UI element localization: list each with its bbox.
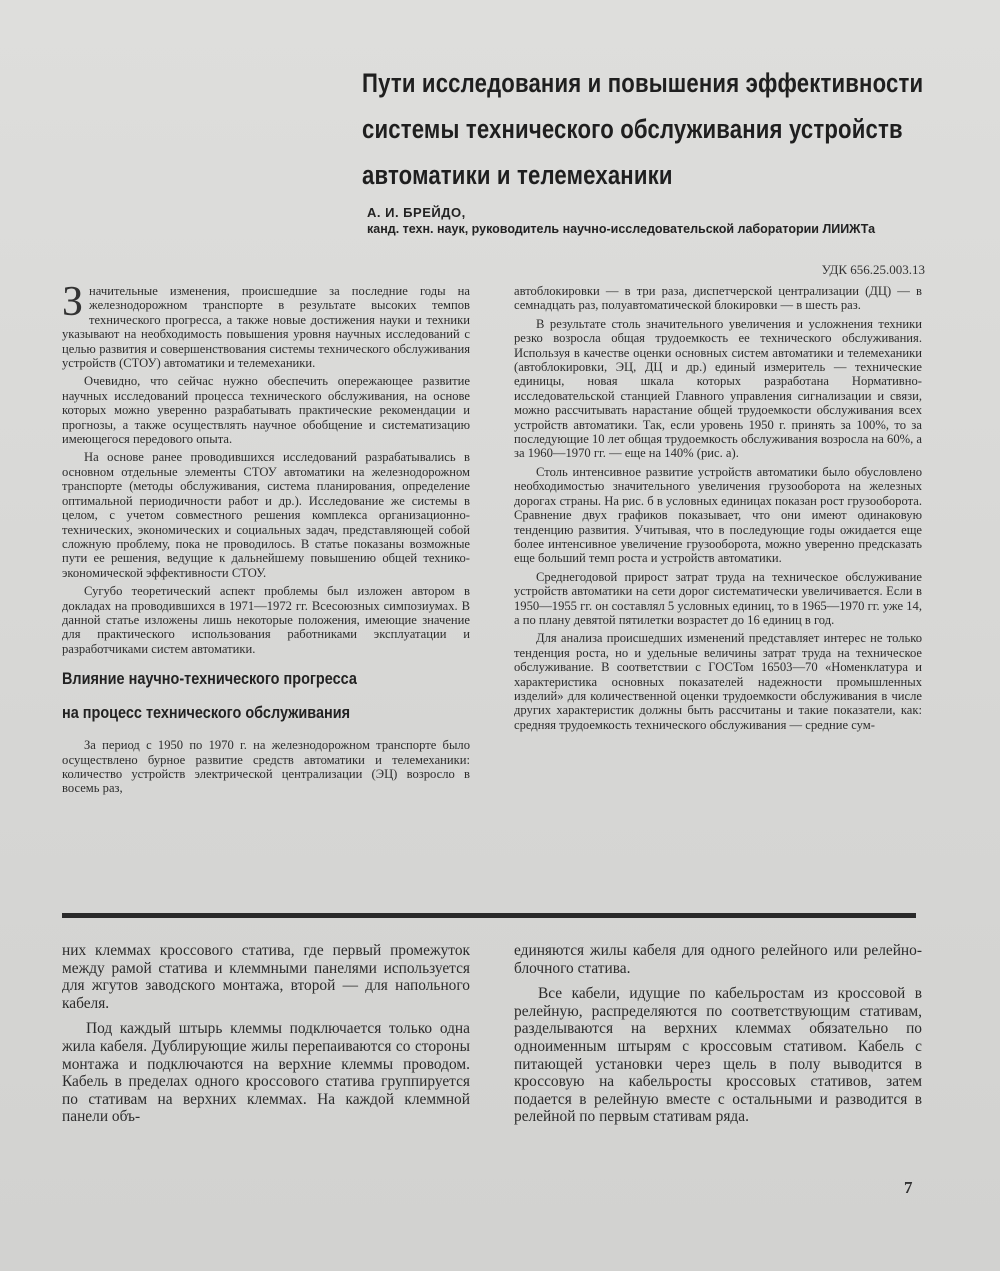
paragraph: автоблокировки — в три раза, диспетчерской централизации (ДЦ) — в семнадцать раз, полуавтоматической блокировки — в шесть раз. [514, 284, 922, 313]
column-lower-right [514, 942, 922, 1126]
title-line: автоматики и телемеханики [362, 160, 673, 190]
paragraph: единяются жилы кабеля для одного релейного или релейно-блочного статива. [514, 942, 922, 977]
author-name: А. И. БРЕЙДО, [367, 205, 466, 220]
paragraph: Под каждый штырь клеммы подключается только одна жила кабеля. Дублирующие жилы перепаиваются со стороны монтажа и подключаются на верхние клеммы проводом. Кабель в пределах одного кроссового статива группируется по стативам на верхних клеммах. На каждой клеммной панели объ- [62, 1020, 470, 1126]
column-lower-left [62, 942, 470, 1126]
paragraph: На основе ранее проводившихся исследований разрабатывались в основном отдельные элементы СТОУ автоматики на железнодорожном транспорте (методы обслуживания, система планирования, определение оптимальной периодичности работ и др.). Исследование же системы в целом, с учетом совместного решения комплекса организационно-технических, экономических и социальных задач, представляющей собой сложную проблему, пока не проводилось. В статье показаны возможные пути ее решения, ведущие к дальнейшему повышению общей технико-экономической эффективности СТОУ. [62, 450, 470, 580]
section-heading-line: Влияние научно-технического прогресса [62, 669, 357, 689]
title-line: системы технического обслуживания устройств [362, 114, 903, 144]
paragraph: Среднегодовой прирост затрат труда на техническое обслуживание устройств автоматики на сети дорог систематически увеличивается. Если в 1950—1955 гг. он составлял 5 условных единиц, то в 1965—1970 гг. уже 14, а по плану девятой пятилетки возрастет до 16 единиц в год. [514, 569, 922, 627]
section-heading [62, 662, 462, 730]
article-title [362, 60, 924, 198]
drop-cap: З [62, 279, 84, 325]
horizontal-divider [62, 913, 916, 918]
paragraph: За период с 1950 по 1970 г. на железнодорожном транспорте было осуществлено бурное развитие средств автоматики и телемеханики: количество устройств электрической централизации (ЭЦ) возросло в восемь раз, [62, 738, 470, 796]
title-line: Пути исследования и повышения эффективности [362, 68, 924, 98]
udk-code: УДК 656.25.003.13 [821, 262, 925, 277]
paragraph [62, 279, 470, 371]
page-number: 7 [904, 1178, 913, 1197]
column-upper-right [514, 284, 922, 732]
column-upper-left [62, 279, 470, 796]
paragraph: Сугубо теоретический аспект проблемы был изложен автором в докладах на проводившихся в 1971—1972 гг. Всесоюзных симпозиумах. В данной статье изложены лишь некоторые положения, имеющие значение для практического использования работниками эксплуатации и разработчиками систем автоматики. [62, 584, 470, 656]
paragraph: Для анализа происшедших изменений представляет интерес не только тенденция роста, но и удельные величины затрат труда на техническое обслуживание. В соответствии с ГОСТом 16503—70 «Номенклатура и характеристика основных показателей надежности промышленных изделий» для количественной оценки трудоемкости обслуживания в числе других характеристик должны быть рассчитаны и такие показатели, как: средняя трудоемкость технического обслуживания — средние сум- [514, 631, 922, 732]
paragraph: Все кабели, идущие по кабельростам из кроссовой в релейную, распределяются по соответствующим стативам, разделываются на верхних клеммах обязательно по одноименным штырям с кроссовым стативом. Кабель с питающей установки через щель в полу выводится в кроссовую на кабельросты кроссовых стативов, затем подается в релейную вместе с остальными и разводится в релейной по первым стативам ряда. [514, 985, 922, 1126]
section-heading-line: на процесс технического обслуживания [62, 703, 351, 723]
paragraph: Столь интенсивное развитие устройств автоматики было обусловлено необходимостью значительного увеличения грузооборота на железных дорогах страны. На рис. б в условных единицах показан рост грузооборота. Сравнение двух графиков показывает, что они имеют одинаковую тенденцию развития. Учитывая, что в последующие годы ожидается еще более интенсивное увеличение грузооборота, можно уверенно предсказать еще больший темп роста и устройств автоматики. [514, 464, 922, 566]
author-position: канд. техн. наук, руководитель научно-исследовательской лаборатории ЛИИЖТа [367, 222, 876, 236]
author-block [367, 205, 907, 237]
paragraph: них клеммах кроссового статива, где первый промежуток между рамой статива и клеммными панелями используется для жгутов заводского монтажа, второй — для напольного кабеля. [62, 942, 470, 1012]
paragraph-text: начительные изменения, происшедшие за последние годы на железнодорожном транспорте в результате высоких темпов технического прогресса, а также новые достижения науки и техники указывают на необходимость повышения уровня научных исследований с целью развития и совершенствования системы технического обслуживания устройств (СТОУ) автоматики и телемеханики. [62, 284, 470, 371]
paragraph: Очевидно, что сейчас нужно обеспечить опережающее развитие научных исследований процесса технического обслуживания, на основе которых можно уверенно разрабатывать практические рекомендации и прогнозы, а также осуществлять научное обобщение и систематизацию имеющегося передового опыта. [62, 374, 470, 447]
paragraph: В результате столь значительного увеличения и усложнения техники резко возросла общая трудоемкость ее технического обслуживания. Используя в качестве оценки основных систем автоматики и телемеханики (автоблокировки, ЭЦ, ДЦ и др.) единый измеритель — технические единицы, новая шкала которых разработана Нормативно-исследовательской станцией Главного управления сигнализации и связи, можно рассчитывать нарастание общей трудоемкости обслуживания всех устройств автоматики. Так, если уровень 1950 г. принять за 100%, то за последующие 10 лет общая трудоемкость обслуживания возросла на 60%, а за 1960—1970 гг. — еще на 140% (рис. а). [514, 316, 922, 461]
